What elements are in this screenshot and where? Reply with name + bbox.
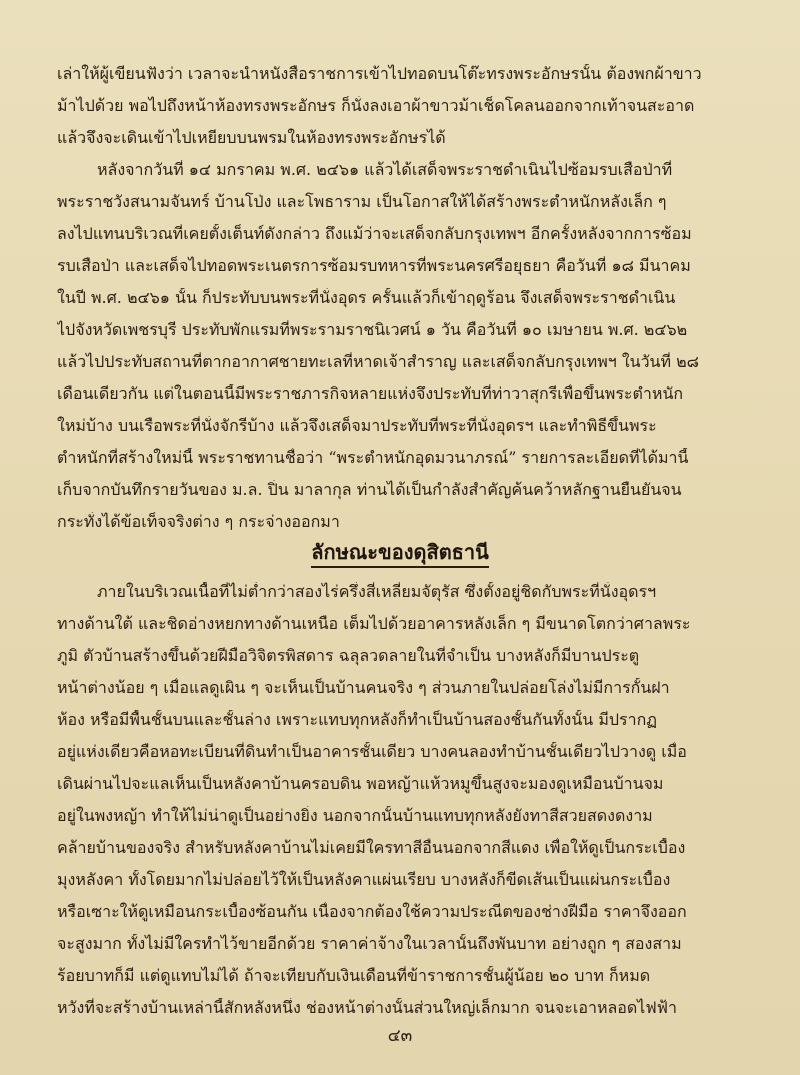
paragraph-line: จะสูงมาก ทั้งไม่มีใครทำไว้ขายอีกด้วย ราคาค่าจ้างในเวลานั้นถึงพันบาท อย่างถูก ๆ สองสาม (57, 934, 682, 953)
paragraph-line: ภูมิ ตัวบ้านสร้างขึ้นด้วยฝีมือวิจิตรพิสดาร ฉลุลวดลายในที่จำเป็น บางหลังก็มีบานประตู (57, 646, 640, 665)
page-number: ๔๓ (387, 1026, 413, 1046)
paragraph-line: ตำหนักที่สร้างใหม่นี้ พระราชทานชื่อว่า “พระตำหนักอุดมวนาภรณ์” รายการละเอียดที่ได้มานี้ (57, 448, 689, 467)
paragraph-line: ไปจังหวัดเพชรบุรี ประทับพักแรมที่พระรามราชนิเวศน์ ๑ วัน คือวันที่ ๑๐ เมษายน พ.ศ. ๒๔๖๒ (57, 320, 688, 339)
paragraph-line: เดือนเดียวกัน แต่ในตอนนี้มีพระราชภารกิจหลายแห่งจึงประทับที่ท่าวาสุกรีเพื่อขึ้นพระตำหนัก (57, 384, 684, 403)
paragraph-line: ในปี พ.ศ. ๒๔๖๑ นั้น ก็ประทับบนพระที่นั่งอุดร ครั้นแล้วก็เข้าฤดูร้อน จึงเสด็จพระราชดำเนิน (57, 288, 676, 307)
paragraph-line: หรือเซาะให้ดูเหมือนกระเบื้องซ้อนกัน เนื่องจากต้องใช้ความประณีตของช่างฝีมือ ราคาจึงออก (57, 902, 687, 921)
section-heading (0, 540, 800, 564)
paragraph-line: ภายในบริเวณเนื้อที่ไม่ต่ำกว่าสองไร่ครึ่งสี่เหลี่ยมจัตุรัส ซึ่งตั้งอยู่ชิดกับพระที่นั่งอุดรฯ (97, 582, 657, 601)
paragraph-line: หวังที่จะสร้างบ้านเหล่านี้สักหลังหนึ่ง ช่องหน้าต่างนั้นส่วนใหญ่เล็กมาก จนจะเอาหลอดไฟฟ้า (57, 998, 677, 1017)
paragraph-line: แล้วจึงจะเดินเข้าไปเหยียบบนพรมในห้องทรงพระอักษรได้ (57, 128, 446, 147)
paragraph-line: อยู่แห่งเดียวคือหอทะเบียนที่ดินทำเป็นอาคารชั้นเดียว บางคนลองทำบ้านชั้นเดียวไปวางดู เมื่อ (57, 742, 687, 761)
paragraph-line: มุงหลังคา ทั้งโดยมากไม่ปล่อยไว้ให้เป็นหลังคาแผ่นเรียบ บางหลังก็ขีดเส้นเป็นแผ่นกระเบื้อง (57, 870, 671, 889)
paragraph-line: ห้อง หรือมีพื้นชั้นบนและชั้นล่าง เพราะแทบทุกหลังก็ทำเป็นบ้านสองชั้นกันทั้งนั้น มีปรากฏ (57, 710, 658, 729)
paragraph-line: ทางด้านใต้ และชิดอ่างหยกทางด้านเหนือ เต็มไปด้วยอาคารหลังเล็ก ๆ มีขนาดโตกว่าศาลพระ (57, 614, 691, 633)
paragraph-line: รบเสือป่า และเสด็จไปทอดพระเนตรการซ้อมรบทหารที่พระนครศรีอยุธยา คือวันที่ ๑๘ มีนาคม (57, 256, 691, 275)
paragraph-line: พระราชวังสนามจันทร์ บ้านโป่ง และโพธาราม เป็นโอกาสให้ได้สร้างพระตำหนักหลังเล็ก ๆ (57, 192, 667, 211)
section-heading-text: ลักษณะของดุสิตธานี (311, 540, 489, 568)
paragraph-line: ลงไปแทนบริเวณที่เคยตั้งเต็นท์ดังกล่าว ถึงแม้ว่าจะเสด็จกลับกรุงเทพฯ อีกครั้งหลังจากการซ้อม (57, 224, 692, 243)
paragraph-line: เดินผ่านไปจะแลเห็นเป็นหลังคาบ้านครอบดิน พอหญ้าแห้วหมูขึ้นสูงจะมองดูเหมือนบ้านจม (57, 774, 664, 793)
paragraph-line: ม้าไปด้วย พอไปถึงหน้าห้องทรงพระอักษร ก็นั่งลงเอาผ้าขาวม้าเช็ดโคลนออกจากเท้าจนสะอาด (57, 96, 695, 115)
paragraph-line: แล้วไปประทับสถานที่ตากอากาศชายทะเลที่หาดเจ้าสำราญ และเสด็จกลับกรุงเทพฯ ในวันที่ ๒๘ (57, 352, 700, 371)
paragraph-line: ใหม่บ้าง บนเรือพระที่นั่งจักรีบ้าง แล้วจึงเสด็จมาประทับที่พระที่นั่งอุดรฯ และทำพิธีขึ้นพระ (57, 416, 657, 435)
paragraph-line: หลังจากวันที่ ๑๔ มกราคม พ.ศ. ๒๔๖๑ แล้วได้เสด็จพระราชดำเนินไปซ้อมรบเสือป่าที่ (97, 160, 673, 179)
paragraph-line: คล้ายบ้านของจริง สำหรับหลังคาบ้านไม่เคยมีใครทาสีอื่นนอกจากสีแดง เพื่อให้ดูเป็นกระเบื้อง (57, 838, 686, 857)
paragraph-line: เล่าให้ผู้เขียนฟังว่า เวลาจะนำหนังสือราชการเข้าไปทอดบนโต๊ะทรงพระอักษรนั้น ต้องพกผ้าขาว (57, 64, 702, 83)
paragraph-line: อยู่ในพงหญ้า ทำให้ไม่น่าดูเป็นอย่างยิ่ง นอกจากนั้นบ้านแทบทุกหลังยังทาสีสวยสดงดงาม (57, 806, 653, 825)
paragraph-line: หน้าต่างน้อย ๆ เมื่อแลดูเผิน ๆ จะเห็นเป็นบ้านคนจริง ๆ ส่วนภายในปล่อยโล่งไม่มีการกั้นฝา (57, 678, 670, 697)
paragraph-line: กระทั่งได้ข้อเท็จจริงต่าง ๆ กระจ่างออกมา (57, 512, 340, 531)
paragraph-line: เก็บจากบันทึกรายวันของ ม.ล. ปิ่น มาลากุล ท่านได้เป็นกำลังสำคัญค้นคว้าหลักฐานยืนยันจน (57, 480, 682, 499)
paragraph-line: ร้อยบาทก็มี แต่ดูแทบไม่ได้ ถ้าจะเทียบกับเงินเดือนที่ข้าราชการชั้นผู้น้อย ๒๐ บาท ก็หมด (57, 966, 651, 985)
